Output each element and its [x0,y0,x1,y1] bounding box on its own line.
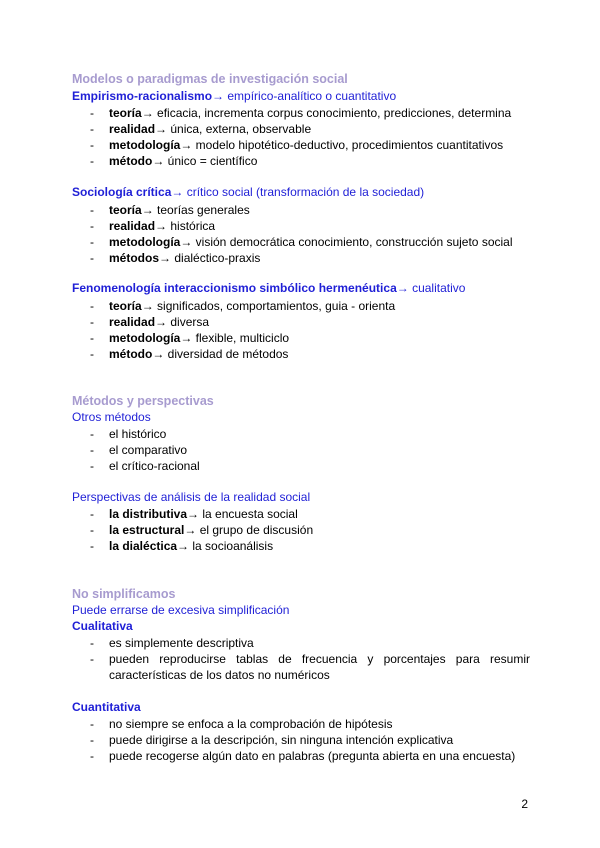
subheading-bold: Sociología crítica [72,185,172,199]
item-text: → histórica [155,219,216,233]
bullet-dash: - [90,717,94,731]
item-text: → la encuesta social [187,507,298,521]
item-text: → diversa [155,315,210,329]
section-title-modelos: Modelos o paradigmas de investigación social [72,72,348,86]
bullet-dash: - [90,459,94,473]
item-key: la dialéctica [109,539,178,553]
subheading-fenomenologia [72,281,465,295]
subheading-perspectivas: Perspectivas de análisis de la realidad social [72,490,311,504]
bullet-dash: - [90,443,94,457]
item-text: el comparativo [109,443,188,457]
intro-line: Puede errarse de excesiva simplificación [72,603,290,617]
item-text: → modelo hipotético-deductivo, procedimientos cuantitativos [180,138,504,152]
item-text: → dialéctico-praxis [159,251,261,265]
section-title-metodos: Métodos y perspectivas [72,394,214,408]
bullet-dash: - [90,331,94,345]
item-text-continued: características de los datos no numéricos [109,668,330,682]
item-key: métodos [109,251,160,265]
subheading-bold: Fenomenología interaccionismo simbólico hermenéutica [72,281,397,295]
item-key: realidad [109,122,156,136]
item-text: el histórico [109,427,167,441]
item-key: teoría [109,299,142,313]
item-key: la distributiva [109,507,188,521]
item-key: método [109,347,153,361]
item-key: teoría [109,203,142,217]
item-key: la estructural [109,523,185,537]
bullet-dash: - [90,219,94,233]
item-text: el crítico-racional [109,459,200,473]
item-key: teoría [109,106,142,120]
item-text: → el grupo de discusión [184,523,314,537]
item-key: metodología [109,138,181,152]
section-title-no-simplificamos: No simplificamos [72,587,176,601]
item-text: es simplemente descriptiva [109,636,254,650]
bullet-dash: - [90,251,94,265]
item-text: pueden reproducirse tablas de frecuencia y porcentajes para resumir [109,652,530,666]
item-text: → teorías generales [141,203,250,217]
item-key: metodología [109,235,181,249]
item-text: → única, externa, observable [155,122,312,136]
item-text: puede recogerse algún dato en palabras (pregunta abierta en una encuesta) [109,749,516,763]
item-text: puede dirigirse a la descripción, sin ninguna intención explicativa [109,733,454,747]
subheading-cualitativa: Cualitativa [72,619,133,633]
subheading-rest: → cualitativo [396,281,466,295]
bullet-dash: - [90,299,94,313]
subheading-empirismo [72,89,396,103]
item-key: realidad [109,315,156,329]
item-key: método [109,154,153,168]
bullet-dash: - [90,523,94,537]
item-text: → único = científico [152,154,258,168]
page-number: 2 [521,797,528,811]
bullet-dash: - [90,235,94,249]
bullet-dash: - [90,539,94,553]
item-key: metodología [109,331,181,345]
item-text: no siempre se enfoca a la comprobación de hipótesis [109,717,393,731]
bullet-dash: - [90,154,94,168]
bullet-dash: - [90,203,94,217]
subheading-rest: → empírico-analítico o cuantitativo [212,89,397,103]
bullet-dash: - [90,652,94,666]
bullet-dash: - [90,347,94,361]
item-text: → visión democrática conocimiento, construcción sujeto social [180,235,513,249]
subheading-cuantitativa: Cuantitativa [72,700,141,714]
bullet-dash: - [90,427,94,441]
item-text: → eficacia, incrementa corpus conocimiento, predicciones, determina [141,106,512,120]
bullet-dash: - [90,636,94,650]
bullet-dash: - [90,749,94,763]
bullet-dash: - [90,315,94,329]
subheading-bold: Empirismo-racionalismo [72,89,213,103]
subheading-rest: → crítico social (transformación de la sociedad) [171,185,425,199]
item-text: → diversidad de métodos [152,347,289,361]
list-item [90,651,530,683]
bullet-dash: - [90,507,94,521]
subheading-otros-metodos: Otros métodos [72,410,151,424]
subheading-sociologia-critica [72,185,424,199]
item-text: → significados, comportamientos, guia - orienta [141,299,396,313]
bullet-dash: - [90,733,94,747]
bullet-dash: - [90,122,94,136]
item-key: realidad [109,219,156,233]
bullet-dash: - [90,106,94,120]
bullet-dash: - [90,138,94,152]
item-text: → la socioanálisis [177,539,274,553]
item-text: → flexible, multiciclo [180,331,290,345]
